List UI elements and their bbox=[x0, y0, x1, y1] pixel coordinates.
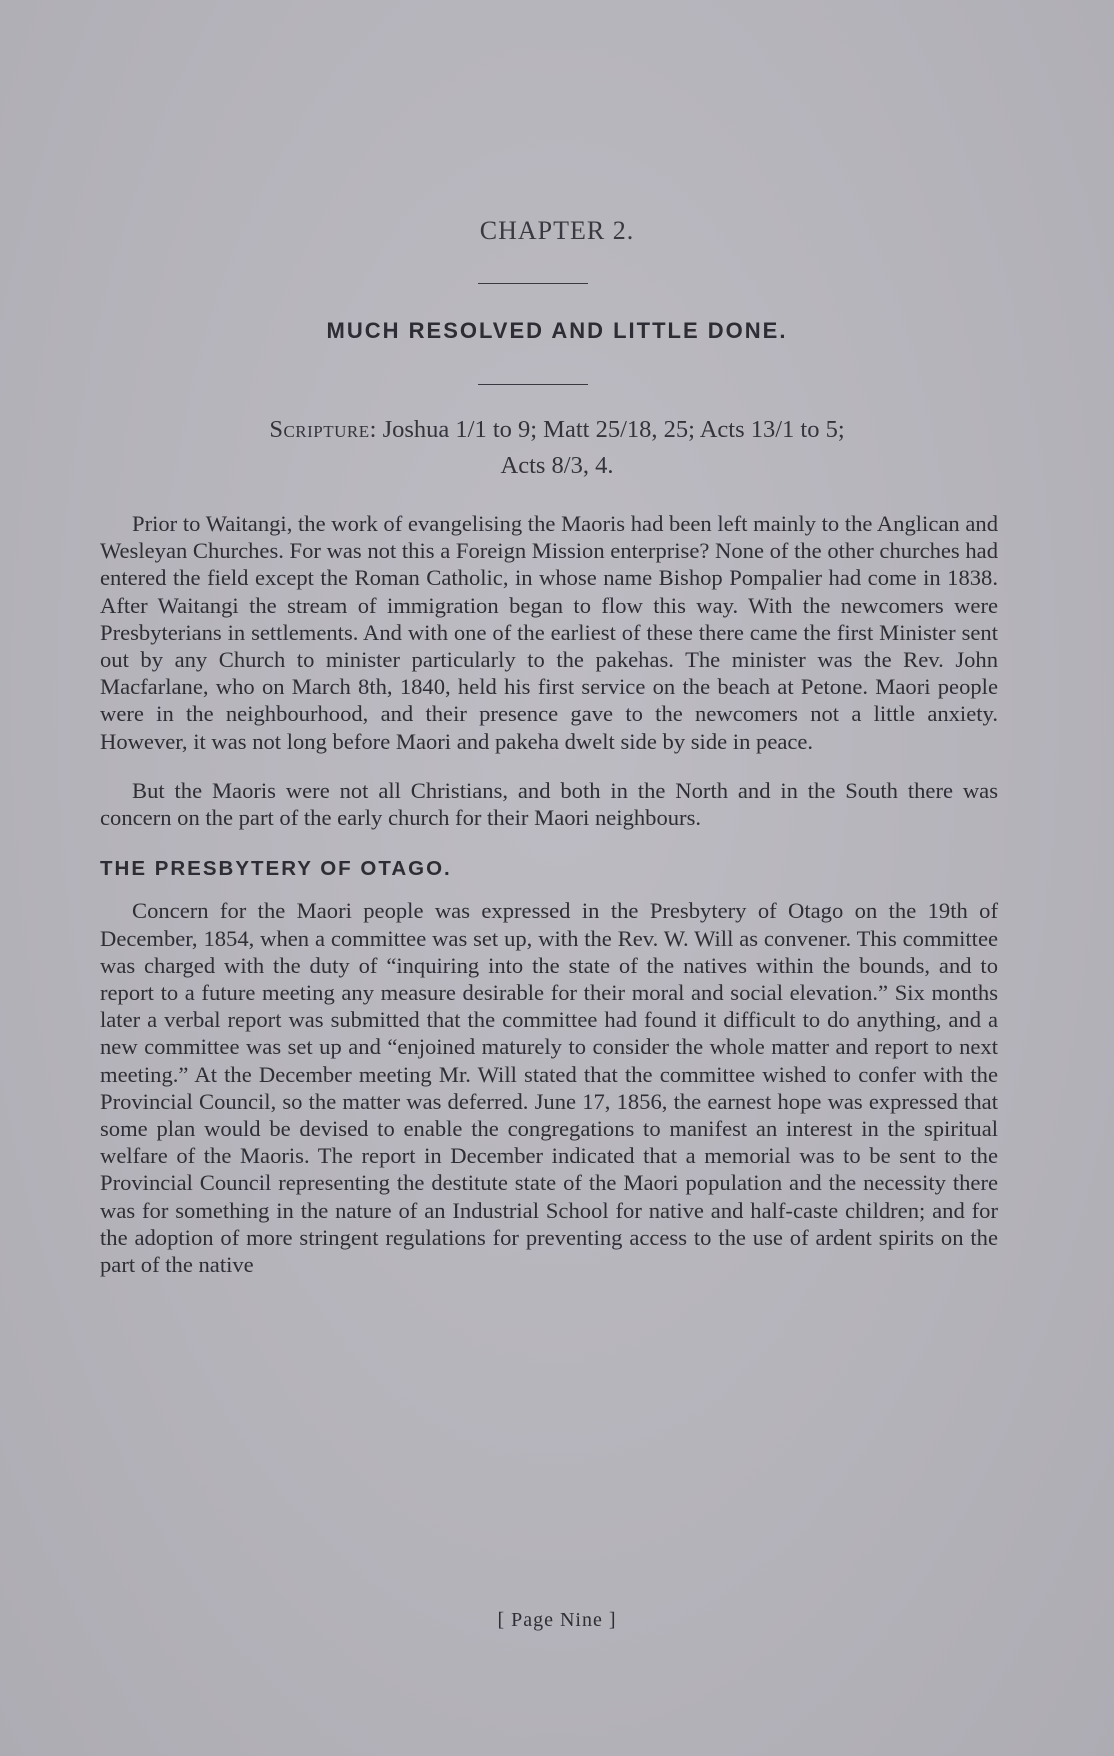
scripture-refs-1: Joshua 1/1 to 9; Matt 25/18, 25; Acts 13/1 to 5; bbox=[382, 416, 845, 443]
scripture-label: Scripture bbox=[269, 416, 370, 443]
page-footer: [ Page Nine ] bbox=[497, 1609, 617, 1631]
paragraph-otago: Concern for the Maori people was expressed in the Presbytery of Otago on the 19th of December, 1854, when a committee was set up, with the Rev. W. Will as convener. This committee was charged with the duty of “inquiring into the state of the natives within the bounds, and to report to a future meeting any measure desirable for their moral and social elevation.” Six months later a verbal report was submitted that the committee had found it difficult to do anything, and a new committee was set up and “enjoined maturely to consider the whole matter and report to next meeting.” At the December meeting Mr. Will stated that the committee wished to confer with the Provincial Council, so the matter was deferred. June 17, 1856, the earnest hope was expressed that some plan would be devised to enable the congregations to manifest an interest in the spiritual welfare of the Maoris. The report in December indicated that a memorial was to be sent to the Provincial Council representing the destitute state of the Maori population and the necessity there was for something in the nature of an Industrial School for native and half-caste children; and for the adoption of more stringent regulations for preventing access to the use of ardent spirits on the part of the native bbox=[100, 898, 998, 1278]
divider-rule-bottom bbox=[478, 384, 588, 385]
scripture-line-2: Acts 8/3, 4. bbox=[500, 452, 614, 479]
paragraph-concern: But the Maoris were not all Christians, and both in the North and in the South there was concern on the part of the early church for their Maori neighbours. bbox=[100, 777, 998, 831]
chapter-heading: CHAPTER 2. bbox=[479, 216, 635, 245]
body-text bbox=[100, 510, 998, 1278]
paragraph-intro: Prior to Waitangi, the work of evangelising the Maoris had been left mainly to the Anglican and Wesleyan Churches. For was not this a Foreign Mission enterprise? None of the other churches had entered the field except the Roman Catholic, in whose name Bishop Pompalier had come in 1838. After Waitangi the stream of immigration began to flow this way. With the newcomers were Presbyterians in settlements. And with one of the earliest of these there came the first Minister sent out by any Church to minister particularly to the pakehas. The minister was the Rev. John Macfarlane, who on March 8th, 1840, held his first service on the beach at Petone. Maori people were in the neighbourhood, and their presence gave to the newcomers not a little anxiety. However, it was not long before Maori and pakeha dwelt side by side in peace. bbox=[100, 511, 998, 754]
scripture-separator: : bbox=[369, 416, 377, 443]
scripture-line-1 bbox=[100, 412, 1014, 448]
scripture-reference bbox=[100, 412, 1014, 484]
divider-rule-top bbox=[478, 283, 588, 284]
section-heading: THE PRESBYTERY OF OTAGO. bbox=[100, 857, 452, 881]
chapter-title: MUCH RESOLVED AND LITTLE DONE. bbox=[326, 318, 788, 343]
